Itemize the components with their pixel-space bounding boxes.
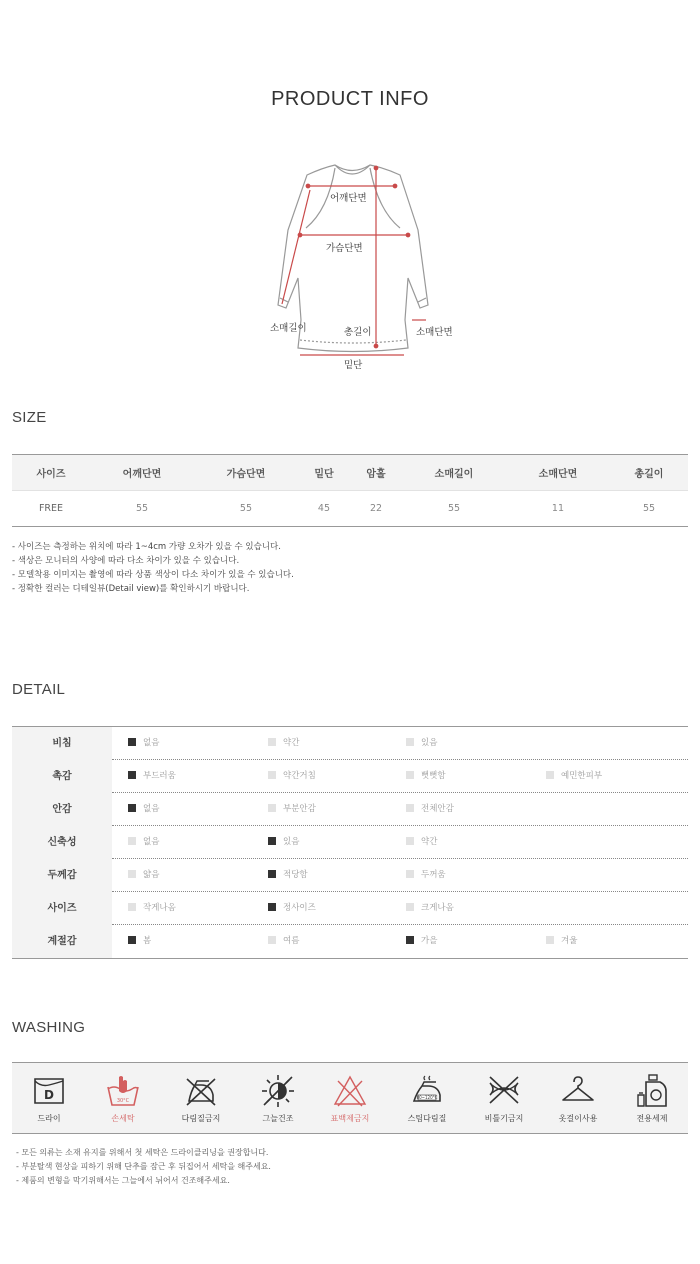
unchecked-box-icon — [406, 804, 414, 812]
detail-section-title: DETAIL — [12, 681, 66, 698]
no-iron-icon — [183, 1073, 219, 1109]
washing-label: 전용세제 — [636, 1114, 668, 1123]
detail-option-label: 정사이즈 — [283, 903, 316, 913]
unchecked-box-icon — [546, 936, 554, 944]
size-cell: 55 — [610, 491, 688, 527]
checked-box-icon — [406, 936, 414, 944]
checked-box-icon — [268, 903, 276, 911]
sleeve-width-label: 소매단면 — [416, 327, 453, 338]
detail-row — [12, 925, 688, 958]
header-cell: 소매길이 — [402, 455, 506, 491]
detail-row — [12, 760, 688, 793]
detail-option — [268, 892, 316, 925]
note-line: - 제품의 변형을 막기위해서는 그늘에서 뉘어서 건조해주세요. — [16, 1176, 230, 1185]
detail-row — [12, 727, 688, 760]
note-line: - 부분탈색 현상을 피하기 위해 단추를 잠근 후 뒤집어서 세탁을 해주세요. — [16, 1162, 271, 1171]
washing-item — [473, 1073, 535, 1124]
note-line: - 모든 의류는 소재 유지를 위해서 첫 세탁은 드라이클리닝을 권장합니다. — [16, 1148, 269, 1157]
no-bleach-icon — [332, 1073, 368, 1109]
detail-row — [12, 793, 688, 826]
checked-box-icon — [268, 870, 276, 878]
checked-box-icon — [128, 936, 136, 944]
detail-option-label: 뻣뻣함 — [421, 771, 446, 781]
washing-notes — [16, 1146, 271, 1188]
size-notes — [12, 540, 294, 596]
detail-option-label: 얇음 — [143, 870, 160, 880]
detail-option-label: 없음 — [143, 804, 160, 814]
detail-option-label: 없음 — [143, 837, 160, 847]
detail-label: 비침 — [12, 727, 112, 760]
header-cell: 밑단 — [298, 455, 350, 491]
detail-option — [128, 925, 151, 958]
unchecked-box-icon — [128, 870, 136, 878]
note-line: - 사이즈는 측정하는 위치에 따라 1~4cm 가량 오차가 있을 수 있습니다. — [12, 542, 281, 552]
header-cell: 사이즈 — [12, 455, 90, 491]
detail-option-label: 겨울 — [561, 936, 578, 946]
detail-option-label: 약간 — [421, 837, 438, 847]
size-section-title: SIZE — [12, 409, 47, 426]
washing-item — [18, 1073, 80, 1124]
unchecked-box-icon — [406, 837, 414, 845]
detail-option — [406, 760, 446, 793]
unchecked-box-icon — [268, 771, 276, 779]
detail-label: 두께감 — [12, 859, 112, 892]
detail-option-label: 적당함 — [283, 870, 308, 880]
table-row — [12, 491, 688, 527]
detail-option-label: 여름 — [283, 936, 300, 946]
detail-option — [268, 826, 299, 859]
shade-dry-icon — [260, 1073, 296, 1109]
detail-label: 계절감 — [12, 925, 112, 958]
unchecked-box-icon — [406, 738, 414, 746]
detail-option-label: 예민한피부 — [561, 771, 603, 781]
detail-option — [268, 727, 299, 760]
washing-item — [547, 1073, 609, 1124]
washing-item — [319, 1073, 381, 1124]
sweater-illustration — [240, 150, 480, 380]
washing-label: 표백제금지 — [330, 1114, 370, 1123]
unchecked-box-icon — [546, 771, 554, 779]
unchecked-box-icon — [406, 771, 414, 779]
washing-section-title: WASHING — [12, 1019, 86, 1036]
detail-option — [268, 793, 316, 826]
total-length-label: 총길이 — [344, 327, 372, 338]
size-cell: 11 — [506, 491, 610, 527]
garment-diagram — [240, 150, 480, 380]
header-cell: 암홀 — [350, 455, 402, 491]
detail-option — [268, 760, 316, 793]
detail-option — [406, 727, 437, 760]
detail-row — [12, 892, 688, 925]
detail-option-label: 전체안감 — [421, 804, 454, 814]
detail-option-label: 봄 — [143, 936, 152, 946]
detail-option — [128, 793, 159, 826]
detail-option-label: 크게나옴 — [421, 903, 454, 913]
no-wring-icon — [486, 1073, 522, 1109]
washing-item — [621, 1073, 683, 1124]
washing-item — [92, 1073, 154, 1124]
shoulder-label: 어깨단면 — [330, 193, 367, 204]
header-cell: 어깨단면 — [90, 455, 194, 491]
washing-label: 드라이 — [37, 1114, 61, 1123]
detail-option — [406, 826, 437, 859]
detail-option — [128, 826, 159, 859]
unchecked-box-icon — [128, 903, 136, 911]
steam-temp: 80~120°C — [416, 1095, 438, 1100]
washing-icons — [12, 1062, 688, 1134]
header-cell: 가슴단면 — [194, 455, 298, 491]
size-cell: 55 — [194, 491, 298, 527]
washing-item — [396, 1073, 458, 1124]
detail-option — [546, 925, 577, 958]
detail-option-label: 있음 — [421, 738, 438, 748]
page-title: PRODUCT INFO — [271, 88, 429, 110]
checked-box-icon — [128, 771, 136, 779]
sleeve-length-label: 소매길이 — [270, 323, 307, 334]
detail-option — [268, 925, 299, 958]
checked-box-icon — [128, 738, 136, 746]
detergent-icon — [634, 1073, 670, 1109]
detail-option — [406, 892, 454, 925]
size-cell: FREE — [12, 491, 90, 527]
detail-table — [12, 726, 688, 959]
note-line: - 색상은 모니터의 사양에 따라 다소 차이가 있을 수 있습니다. — [12, 556, 240, 566]
detail-option-label: 약간 — [283, 738, 300, 748]
steam-iron-icon — [409, 1073, 445, 1109]
detail-option-label: 있음 — [283, 837, 300, 847]
washing-label: 스팀다림질 — [407, 1114, 447, 1123]
unchecked-box-icon — [406, 903, 414, 911]
washing-label: 비틀기금지 — [484, 1114, 524, 1123]
detail-label: 신축성 — [12, 826, 112, 859]
dry-clean-icon — [31, 1073, 67, 1109]
hand-wash-icon — [105, 1073, 141, 1109]
size-cell: 55 — [90, 491, 194, 527]
washing-item — [247, 1073, 309, 1124]
detail-option — [546, 760, 602, 793]
hand-wash-temp: 30°C — [116, 1098, 130, 1104]
note-line: - 정확한 컬러는 디테일뷰(Detail view)를 확인하시기 바랍니다. — [12, 584, 250, 594]
size-cell: 55 — [402, 491, 506, 527]
detail-row — [12, 859, 688, 892]
washing-label: 그늘건조 — [262, 1114, 294, 1123]
chest-label: 가슴단면 — [326, 243, 363, 254]
detail-option-label: 작게나옴 — [143, 903, 176, 913]
detail-row — [12, 826, 688, 859]
dry-letter: D — [44, 1088, 54, 1102]
unchecked-box-icon — [268, 738, 276, 746]
detail-option-label: 두꺼움 — [421, 870, 446, 880]
detail-option — [128, 760, 176, 793]
checked-box-icon — [268, 837, 276, 845]
washing-label: 옷걸이사용 — [558, 1114, 598, 1123]
washing-item — [170, 1073, 232, 1124]
note-line: - 모델착용 이미지는 촬영에 따라 상품 색상이 다소 차이가 있을 수 있습니다. — [12, 570, 294, 580]
header-cell: 총길이 — [610, 455, 688, 491]
hanger-icon — [560, 1073, 596, 1109]
detail-option — [406, 859, 446, 892]
size-cell: 45 — [298, 491, 350, 527]
unchecked-box-icon — [268, 804, 276, 812]
washing-label: 손세탁 — [111, 1114, 135, 1123]
unchecked-box-icon — [268, 936, 276, 944]
detail-option — [406, 793, 454, 826]
detail-option — [128, 892, 176, 925]
detail-option-label: 부드러움 — [143, 771, 176, 781]
detail-label: 안감 — [12, 793, 112, 826]
detail-option-label: 가을 — [421, 936, 438, 946]
header-cell: 소매단면 — [506, 455, 610, 491]
washing-label: 다림질금지 — [181, 1114, 221, 1123]
detail-option — [406, 925, 437, 958]
unchecked-box-icon — [128, 837, 136, 845]
detail-option — [128, 859, 159, 892]
detail-option-label: 없음 — [143, 738, 160, 748]
detail-option — [268, 859, 308, 892]
detail-option-label: 부분안감 — [283, 804, 316, 814]
size-cell: 22 — [350, 491, 402, 527]
size-table — [12, 454, 688, 527]
detail-label: 촉감 — [12, 760, 112, 793]
size-table-header — [12, 455, 688, 491]
checked-box-icon — [128, 804, 136, 812]
unchecked-box-icon — [406, 870, 414, 878]
detail-option-label: 약간거침 — [283, 771, 316, 781]
hem-label: 밑단 — [344, 360, 363, 371]
detail-label: 사이즈 — [12, 892, 112, 925]
detail-option — [128, 727, 159, 760]
